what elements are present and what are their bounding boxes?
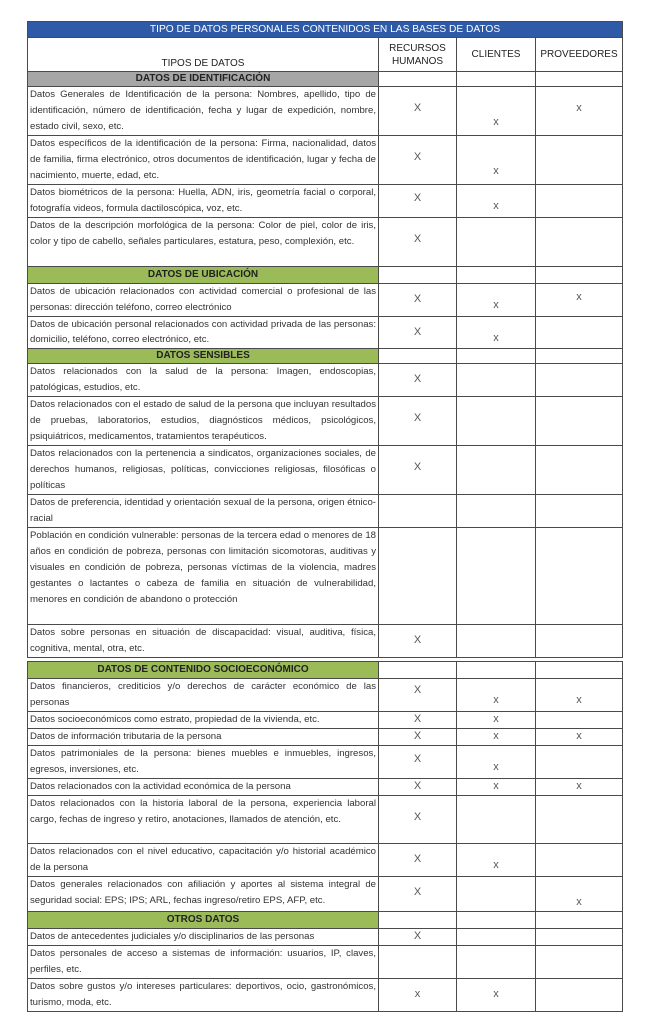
data-type-description: Datos específicos de la identificación de la persona: Firma, nacionalidad, datos de familia, firma electrónico, otros documentos de identificación, lugar y fecha de nacimiento, muerte, edad, etc. — [28, 136, 379, 185]
mark-clientes — [457, 528, 536, 625]
mark-clientes: x — [457, 679, 536, 712]
mark-rh — [379, 946, 457, 979]
section-header-blank-cell — [379, 72, 457, 87]
mark-rh: X — [379, 316, 457, 349]
mark-clientes — [457, 495, 536, 528]
mark-proveedores — [536, 625, 623, 658]
section-header-blank-cell — [379, 266, 457, 283]
table-row — [28, 184, 623, 217]
section-header-blank-cell — [457, 662, 536, 679]
section-header-row — [28, 912, 623, 929]
mark-rh: X — [379, 796, 457, 844]
data-type-description: Población en condición vulnerable: personas de la tercera edad o menores de 18 años en condición de pobreza, personas con limitación sicomotoras, auditivas y visuales en condición de pobreza, personas víctimas de la violencia, madres gestantes o lactantes o cabeza de familia en situación de vulnerabilidad, menores en condición de abandono o protección — [28, 528, 379, 625]
table-row — [28, 712, 623, 729]
mark-proveedores: x — [536, 283, 623, 316]
mark-proveedores — [536, 746, 623, 779]
section-header-blank-cell — [536, 349, 623, 364]
mark-rh: X — [379, 625, 457, 658]
data-type-description: Datos relacionados con la pertenencia a sindicatos, organizaciones sociales, de derechos humanos, religiosas, políticas, convicciones religiosas, filosóficas o políticas — [28, 446, 379, 495]
data-type-description: Datos generales relacionados con afiliación y aportes al sistema integral de seguridad social: EPS; IPS; ARL, fechas ingreso/retiro EPS, AFP, etc. — [28, 877, 379, 912]
section-header-blank-cell — [379, 662, 457, 679]
mark-clientes: x — [457, 979, 536, 1012]
table-row — [28, 446, 623, 495]
mark-proveedores — [536, 946, 623, 979]
section-title: DATOS DE IDENTIFICACIÓN — [28, 72, 379, 87]
data-type-description: Datos sobre gustos y/o intereses particulares: deportivos, ocio, gastronómicos, turismo, moda, etc. — [28, 979, 379, 1012]
data-type-description: Datos de antecedentes judiciales y/o disciplinarios de las personas — [28, 929, 379, 946]
table-row — [28, 929, 623, 946]
mark-proveedores: x — [536, 877, 623, 912]
mark-clientes: x — [457, 712, 536, 729]
table-row — [28, 495, 623, 528]
mark-proveedores — [536, 397, 623, 446]
mark-clientes: x — [457, 746, 536, 779]
data-type-description: Datos relacionados con la salud de la persona: Imagen, endoscopias, patológicas, estudios, etc. — [28, 364, 379, 397]
section-header-row — [28, 349, 623, 364]
mark-rh: X — [379, 844, 457, 877]
data-type-description: Datos de ubicación personal relacionados con actividad privada de las personas: domicilio, teléfono, correo electrónico, etc. — [28, 316, 379, 349]
mark-rh: X — [379, 217, 457, 266]
table-row — [28, 364, 623, 397]
table-row — [28, 746, 623, 779]
table-row — [28, 796, 623, 844]
mark-proveedores: x — [536, 679, 623, 712]
data-type-description: Datos Generales de Identificación de la persona: Nombres, apellido, tipo de identificación, número de identificación, fecha y lugar de expedición, nombre, estado civil, sexo, etc. — [28, 87, 379, 136]
mark-rh: X — [379, 397, 457, 446]
data-type-description: Datos relacionados con el estado de salud de la persona que incluyan resultados de pruebas, laboratorios, estudios, diagnósticos médicos, psicológicos, psiquiátricos, medicamentos, tratamientos terapéuticos. — [28, 397, 379, 446]
mark-rh: X — [379, 746, 457, 779]
mark-proveedores — [536, 712, 623, 729]
table-title-row — [28, 22, 623, 38]
table-row — [28, 217, 623, 266]
mark-clientes: x — [457, 779, 536, 796]
table-row — [28, 87, 623, 136]
mark-clientes — [457, 397, 536, 446]
data-type-description: Datos socioeconómicos como estrato, propiedad de la vivienda, etc. — [28, 712, 379, 729]
data-type-description: Datos relacionados con la historia laboral de la persona, experiencia laboral cargo, fechas de ingreso y retiro, anotaciones, llamados de atención, etc. — [28, 796, 379, 844]
mark-clientes — [457, 625, 536, 658]
mark-proveedores — [536, 184, 623, 217]
section-title: OTROS DATOS — [28, 912, 379, 929]
column-header-row — [28, 38, 623, 72]
mark-clientes — [457, 364, 536, 397]
table-row — [28, 946, 623, 979]
mark-proveedores — [536, 364, 623, 397]
table-row — [28, 679, 623, 712]
mark-proveedores — [536, 929, 623, 946]
table-title: TIPO DE DATOS PERSONALES CONTENIDOS EN LAS BASES DE DATOS — [28, 22, 623, 38]
section-header-blank-cell — [379, 349, 457, 364]
mark-rh: X — [379, 929, 457, 946]
section-header-blank-cell — [536, 72, 623, 87]
table-row — [28, 779, 623, 796]
data-type-description: Datos financieros, crediticios y/o derechos de carácter económico de las personas — [28, 679, 379, 712]
section-header-blank-cell — [457, 266, 536, 283]
mark-proveedores — [536, 136, 623, 185]
section-header-blank-cell — [379, 912, 457, 929]
mark-clientes: x — [457, 729, 536, 746]
table-row — [28, 625, 623, 658]
table-row — [28, 316, 623, 349]
mark-rh — [379, 495, 457, 528]
section-header-blank-cell — [457, 72, 536, 87]
mark-clientes — [457, 929, 536, 946]
mark-proveedores — [536, 796, 623, 844]
data-type-description: Datos biométricos de la persona: Huella, ADN, iris, geometría facial o corporal, fotografía videos, formula dactiloscópica, voz, etc. — [28, 184, 379, 217]
mark-rh: X — [379, 364, 457, 397]
mark-clientes — [457, 796, 536, 844]
data-type-description: Datos sobre personas en situación de discapacidad: visual, auditiva, física, cognitiva, mental, otra, etc. — [28, 625, 379, 658]
mark-rh — [379, 528, 457, 625]
header-proveedores: PROVEEDORES — [536, 38, 623, 72]
section-title: DATOS DE CONTENIDO SOCIOECONÓMICO — [28, 662, 379, 679]
header-tipos-de-datos: TIPOS DE DATOS — [28, 38, 379, 72]
table-row — [28, 397, 623, 446]
mark-clientes: x — [457, 136, 536, 185]
mark-rh: X — [379, 87, 457, 136]
section-title: DATOS DE UBICACIÓN — [28, 266, 379, 283]
section-header-row — [28, 662, 623, 679]
mark-rh: X — [379, 136, 457, 185]
mark-rh: X — [379, 679, 457, 712]
data-type-description: Datos relacionados con la actividad económica de la persona — [28, 779, 379, 796]
mark-clientes: x — [457, 316, 536, 349]
mark-clientes — [457, 946, 536, 979]
mark-rh: X — [379, 779, 457, 796]
section-header-row — [28, 266, 623, 283]
mark-proveedores: x — [536, 729, 623, 746]
table-row — [28, 283, 623, 316]
mark-proveedores — [536, 495, 623, 528]
section-header-row — [28, 72, 623, 87]
section-header-blank-cell — [536, 266, 623, 283]
data-type-description: Datos de preferencia, identidad y orientación sexual de la persona, origen étnico-racial — [28, 495, 379, 528]
mark-clientes — [457, 217, 536, 266]
section-header-blank-cell — [536, 662, 623, 679]
data-type-description: Datos personales de acceso a sistemas de información: usuarios, IP, claves, perfiles, etc. — [28, 946, 379, 979]
data-type-description: Datos de información tributaria de la persona — [28, 729, 379, 746]
data-type-description: Datos patrimoniales de la persona: bienes muebles e inmuebles, ingresos, egresos, inversiones, etc. — [28, 746, 379, 779]
mark-proveedores: x — [536, 87, 623, 136]
section-title: DATOS SENSIBLES — [28, 349, 379, 364]
mark-proveedores — [536, 446, 623, 495]
mark-proveedores — [536, 528, 623, 625]
mark-clientes: x — [457, 844, 536, 877]
mark-rh: x — [379, 979, 457, 1012]
mark-proveedores: x — [536, 779, 623, 796]
mark-proveedores — [536, 844, 623, 877]
mark-rh: X — [379, 712, 457, 729]
data-types-document — [27, 21, 622, 1012]
mark-clientes: x — [457, 283, 536, 316]
mark-rh: X — [379, 283, 457, 316]
section-header-blank-cell — [536, 912, 623, 929]
table-row — [28, 877, 623, 912]
mark-proveedores — [536, 979, 623, 1012]
header-clientes: CLIENTES — [457, 38, 536, 72]
mark-rh: X — [379, 877, 457, 912]
mark-clientes: x — [457, 87, 536, 136]
mark-clientes: x — [457, 184, 536, 217]
mark-rh: X — [379, 446, 457, 495]
mark-clientes — [457, 446, 536, 495]
data-type-description: Datos de ubicación relacionados con actividad comercial o profesional de las personas: dirección teléfono, correo electrónico — [28, 283, 379, 316]
mark-rh: X — [379, 184, 457, 217]
mark-rh: X — [379, 729, 457, 746]
mark-proveedores — [536, 217, 623, 266]
mark-proveedores — [536, 316, 623, 349]
data-type-description: Datos de la descripción morfológica de la persona: Color de piel, color de iris, color y tipo de cabello, señales particulares, estatura, peso, complexión, etc. — [28, 217, 379, 266]
table-row — [28, 136, 623, 185]
table-row — [28, 729, 623, 746]
table-row — [28, 844, 623, 877]
table-row — [28, 528, 623, 625]
section-header-blank-cell — [457, 912, 536, 929]
section-header-blank-cell — [457, 349, 536, 364]
header-recursos-humanos: RECURSOS HUMANOS — [379, 38, 457, 72]
table-row — [28, 979, 623, 1012]
data-type-description: Datos relacionados con el nivel educativo, capacitación y/o historial académico de la persona — [28, 844, 379, 877]
mark-clientes — [457, 877, 536, 912]
data-types-table — [27, 21, 623, 1012]
